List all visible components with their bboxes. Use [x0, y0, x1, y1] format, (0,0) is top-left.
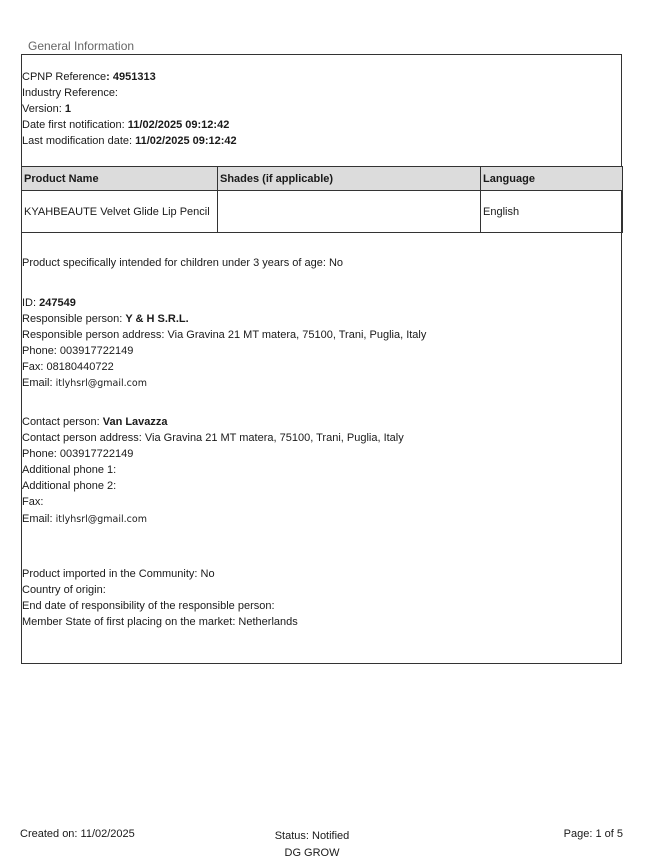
- responsible-email-label: Email:: [22, 377, 56, 389]
- responsible-address: Responsible person address: Via Gravina 21 MT matera, 75100, Trani, Puglia, Italy: [22, 329, 427, 341]
- contact-fax: Fax:: [22, 496, 44, 508]
- contact-address: Contact person address: Via Gravina 21 MT matera, 75100, Trani, Puglia, Italy: [22, 432, 404, 444]
- table-header-row: [22, 167, 623, 191]
- cpnp-reference: [22, 71, 156, 84]
- first-notif-label: Date first notification:: [22, 119, 128, 131]
- last-mod-value: 11/02/2025 09:12:42: [135, 135, 237, 147]
- imported-in-community: Product imported in the Community: No: [22, 568, 215, 580]
- footer-status: Status: Notified: [274, 830, 350, 842]
- responsible-phone: Phone: 003917722149: [22, 345, 134, 357]
- contact-person-label: Contact person:: [22, 416, 103, 428]
- contact-email: [22, 513, 147, 526]
- responsible-email-value: itlyhsrl@gmail.com: [55, 378, 147, 389]
- last-modification-date: [22, 135, 237, 148]
- responsible-email: [22, 377, 147, 390]
- contact-additional-phone-1: Additional phone 1:: [22, 464, 117, 476]
- version: [22, 103, 71, 116]
- responsible-id: [22, 297, 76, 310]
- contact-additional-phone-2: Additional phone 2:: [22, 480, 117, 492]
- contact-person-value: Van Lavazza: [102, 416, 168, 428]
- date-first-notification: [22, 119, 229, 132]
- cell-shades: [218, 191, 481, 233]
- industry-reference: Industry Reference:: [22, 87, 118, 99]
- header-product-name: Product Name: [22, 167, 218, 191]
- section-title: General Information: [28, 39, 135, 53]
- version-label: Version:: [22, 103, 65, 115]
- responsible-person: [22, 313, 189, 326]
- cell-product-name: KYAHBEAUTE Velvet Glide Lip Pencil: [22, 191, 218, 233]
- id-label: ID:: [22, 297, 40, 309]
- last-mod-label: Last modification date:: [22, 135, 136, 147]
- id-value: 247549: [39, 297, 76, 309]
- products-table: [21, 166, 623, 233]
- end-date-responsibility: End date of responsibility of the responsible person:: [22, 600, 275, 612]
- footer-created-on: Created on: 11/02/2025: [20, 828, 135, 840]
- children-statement: Product specifically intended for children under 3 years of age: No: [22, 257, 344, 269]
- header-language: Language: [481, 167, 623, 191]
- version-value: 1: [64, 103, 71, 115]
- first-notif-value: 11/02/2025 09:12:42: [127, 119, 230, 131]
- country-of-origin: Country of origin:: [22, 584, 106, 596]
- footer-status-block: [262, 828, 362, 862]
- footer-page-number: Page: 1 of 5: [563, 828, 623, 840]
- header-shades: Shades (if applicable): [218, 167, 481, 191]
- responsible-person-value: Y & H S.R.L.: [125, 313, 189, 325]
- responsible-person-label: Responsible person:: [22, 313, 126, 325]
- footer-dg: DG GROW: [284, 847, 340, 859]
- contact-phone: Phone: 003917722149: [22, 448, 134, 460]
- cell-language: English: [481, 191, 623, 233]
- contact-email-value: itlyhsrl@gmail.com: [55, 514, 147, 525]
- table-row: [22, 191, 623, 233]
- contact-email-label: Email:: [22, 513, 56, 525]
- contact-person: [22, 416, 168, 429]
- responsible-fax: Fax: 08180440722: [22, 361, 114, 373]
- member-state: Member State of first placing on the market: Netherlands: [22, 616, 298, 628]
- cpnp-label: CPNP Reference: [22, 71, 107, 83]
- cpnp-value: : 4951313: [106, 71, 156, 83]
